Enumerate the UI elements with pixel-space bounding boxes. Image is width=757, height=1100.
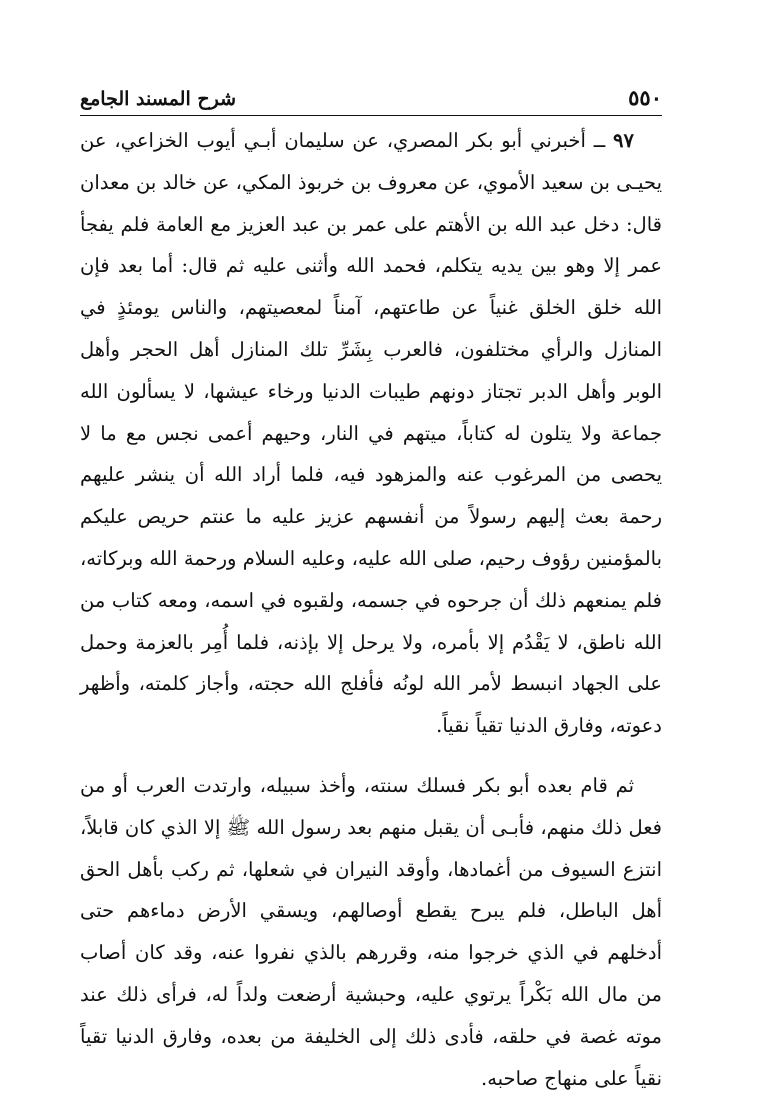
book-title: شرح المسند الجامع — [80, 88, 237, 110]
hadith-number: ٩٧ — [613, 129, 634, 152]
paragraph-2-text: ثم قام بعده أبو بكر فسلك سنته، وأخذ سبيله، وارتدت العرب أو من فعل ذلك منهم، فأبـى أن يقبل منهم بعد رسول الله ﷺ إلا الذي كان قابلاً، انتزع السيوف من أغمادها، وأوقد النيران في شعلها، ثم ركب بأهل الحق أهل الباطل، فلم يبرح يقطع أوصالهم، ويسقي الأرض دماءهم حتى أدخلهم في الذي خرجوا منه، وقررهم بالذي نفروا عنه، وقد كان أصاب من مال الله بَكْراً يرتوي عليه، وحبشية أرضعت ولداً له، فرأى ذلك عند موته غصة في حلقه، فأدى ذلك إلى الخليفة من بعده، وفارق الدنيا تقياً نقياً على منهاج صاحبه. — [80, 773, 662, 1090]
paragraph-hadith-97 — [80, 120, 662, 747]
running-header — [80, 80, 662, 110]
body-text — [80, 120, 662, 1099]
header-rule — [80, 115, 662, 116]
paragraph-abu-bakr — [80, 765, 662, 1099]
paragraph-1-text: ــ أخبرني أبو بكر المصري، عن سليمان أبـي أيوب الخزاعي، عن يحيـى بن سعيد الأموي، عن معروف بن خربوذ المكي، عن خالد بن معدان قال: دخل عبد الله بن الأهتم على عمر بن عبد العزيز مع العامة فلم يفجأ عمر إلا وهو بين يديه يتكلم، فحمد الله وأثنى عليه ثم قال: أما بعد فإن الله خلق الخلق غنياً عن طاعتهم، آمناً لمعصيتهم، والناس يومئذٍ في المنازل والرأي مختلفون، فالعرب بِشَرِّ تلك المنازل أهل الحجر وأهل الوبر وأهل الدبر تجتاز دونهم طيبات الدنيا ورخاء عيشها، لا يسألون الله جماعة ولا يتلون له كتاباً، ميتهم في النار، وحيهم أعمى نجس مع ما لا يحصى من المرغوب عنه والمزهود فيه، فلما أراد الله أن ينشر عليهم رحمة بعث إليهم رسولاً من أنفسهم عزيز عليه ما عنتم حريص عليكم بالمؤمنين رؤوف رحيم، صلى الله عليه، وعليه السلام ورحمة الله وبركاته، فلم يمنعهم ذلك أن جرحوه في جسمه، ولقبوه في اسمه، ومعه كتاب من الله ناطق، لا يَقْدُم إلا بأمره، ولا يرحل إلا بإذنه، فلما أُمِر بالعزمة وحمل على الجهاد انبسط لأمر الله لونُه فأفلج الله حجته، وأجاز كلمته، وأظهر دعوته، وفارق الدنيا تقياً نقياً. — [80, 129, 662, 738]
page-number: ٥٥٠ — [628, 85, 662, 110]
